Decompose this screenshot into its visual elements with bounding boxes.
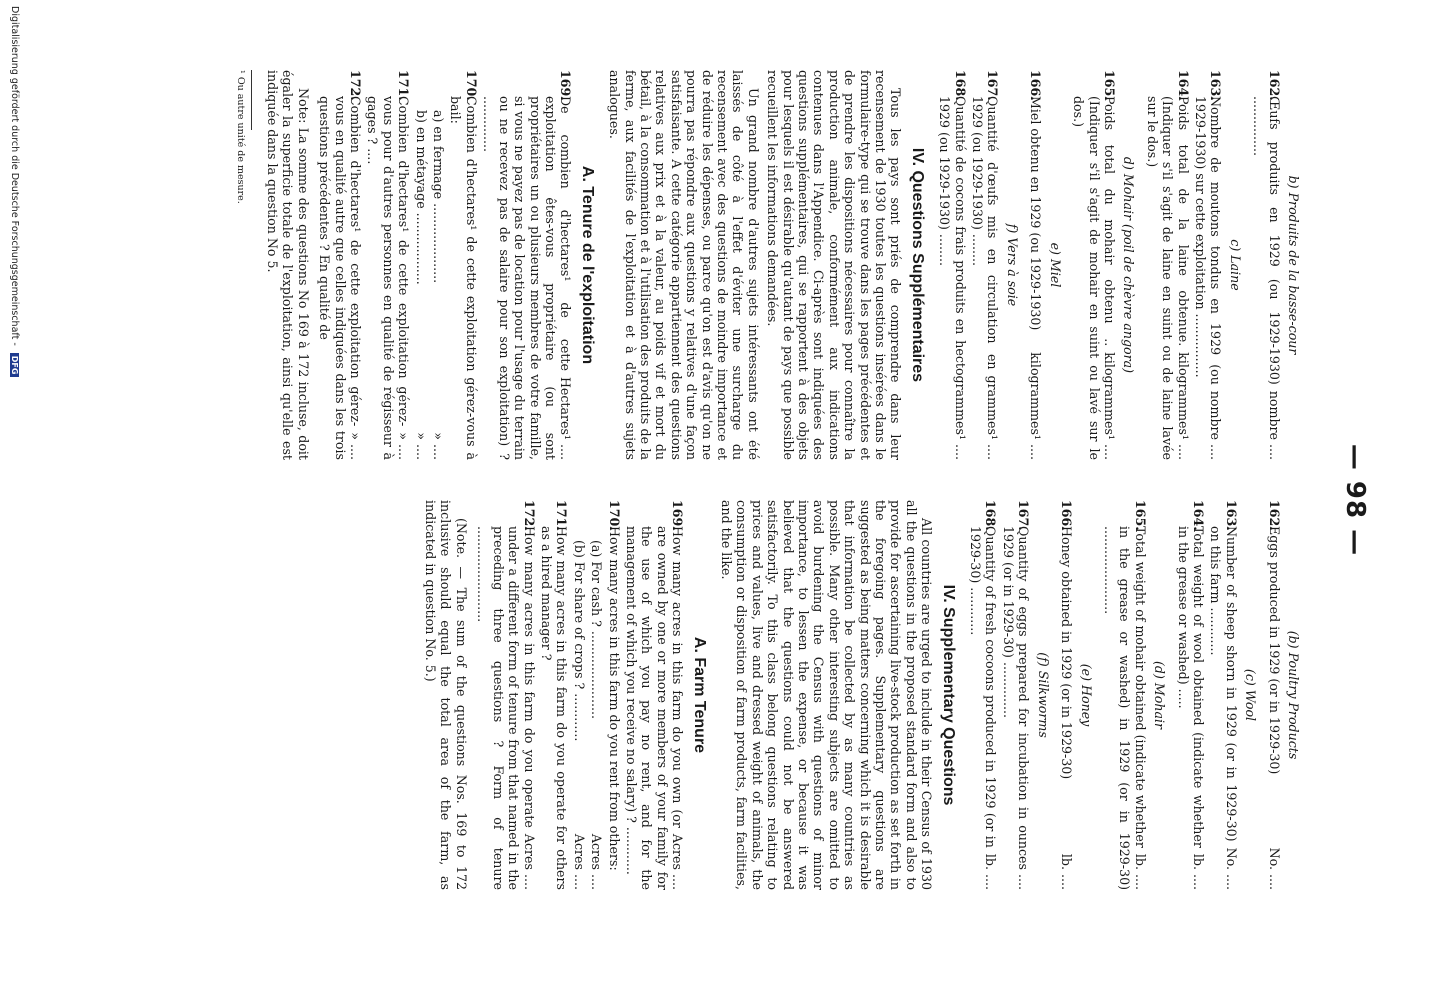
en-q163-number: 163. <box>1223 500 1239 531</box>
en-question-172 <box>475 500 537 890</box>
en-q168-unit: lb. .... <box>983 853 999 890</box>
fr-wool-heading: c) Laine <box>1227 239 1243 291</box>
fr-question-168 <box>937 70 968 460</box>
en-q170-number: 170. <box>606 500 622 531</box>
fr-q163-unit: nombre .... <box>1208 390 1224 460</box>
en-question-166 <box>1059 500 1074 890</box>
english-column <box>410 500 1309 890</box>
fr-question-164 <box>1144 70 1190 460</box>
en-q168-text: Quantity of fresh cocoons produced in 1929 (or in 1929-30) ............ <box>968 526 999 848</box>
fr-question-166 <box>1028 70 1043 460</box>
en-q167-text: Quantity of eggs prepared for incubation in 1929 (or in 1929-30) .............. <box>1000 526 1032 820</box>
fr-q163-number: 163. <box>1208 70 1224 101</box>
fr-q164-number: 164. <box>1175 70 1191 101</box>
fr-q164-unit: kilogrammes¹ .... <box>1175 352 1191 460</box>
en-q171-number: 171. <box>554 500 570 531</box>
fr-q167-number: 167. <box>985 70 1001 101</box>
en-q172-unit: Acres .... <box>521 833 537 890</box>
fr-q172-unit: » .... <box>348 432 364 460</box>
en-question-163 <box>1208 500 1239 890</box>
fr-q169-unit: Hectares¹ .... <box>558 376 574 460</box>
en-question-171 <box>539 500 570 890</box>
fr-tenure-heading: A. Tenure de l'exploitation <box>578 165 596 365</box>
fr-silkworms-heading: f) Vers à soie <box>1004 223 1020 307</box>
fr-q170a-unit: » .... <box>431 432 447 460</box>
en-q162-number: 162. <box>1266 500 1282 531</box>
fr-question-169 <box>481 70 573 460</box>
fr-supplementary-paragraph-1: Tous les pays sont priés de comprendre dans leur recensement de 1930 toutes les questions insérées dans le formulaire-type qui se trouve dans les pages précédentes et de prendre les dispositions nécessaires pour connaître la production animale, conformément aux indications contenues dans l'Appendice. Ci-après sont indiquées des questions supplémentaires, qui se rapportent à des objets pour lesquels il est désirable qu'autant de pays que possible recueillent les informations demandées. <box>765 70 904 460</box>
fr-q172-number: 172. <box>348 70 364 101</box>
fr-question-170b <box>413 70 428 460</box>
en-wool-heading: (c) Wool <box>1243 668 1259 722</box>
fr-q164-text: Poids total de la laine obtenue. (Indiquer s'il s'agit de laine en suint ou de laine lavée sur le dos.) <box>1144 96 1191 460</box>
fr-q171-number: 171. <box>396 70 412 101</box>
fr-q162-text: Œufs produits en 1929 (ou 1929-1930) ............... <box>1251 96 1282 385</box>
fr-q167-text: Quantité d'œufs mis en circulation en 1929 (ou 1929-1930) ........ <box>970 96 1001 370</box>
en-question-164 <box>1175 500 1206 890</box>
fr-q168-text: Quantité de cocons frais produits en 1929 (ou 1929-1930) ........ <box>937 96 968 335</box>
en-question-162 <box>1266 500 1281 890</box>
fr-q169-number: 169. <box>558 70 574 101</box>
fr-q167-unit: grammes¹ .... <box>985 375 1001 460</box>
en-q172-text: How many acres in this farm do you operate under a different form of tenure from that named in the preceding three questions ? Form of tenure ........................ <box>475 526 537 890</box>
en-q162-unit: No. .... <box>1266 847 1282 890</box>
fr-q165-number: 165. <box>1101 70 1117 101</box>
fr-question-170 <box>448 70 479 460</box>
en-q169-text: How many acres in this farm do you own (or are owned by one or more members of your family for the use of which you pay no rent, and for the management of which you receive no salary) ? ............ <box>623 526 686 890</box>
en-q165-unit: lb. .... <box>1132 853 1148 890</box>
en-question-169 <box>624 500 686 890</box>
en-q164-unit: lb. .... <box>1190 853 1206 890</box>
en-q172-number: 172. <box>521 500 537 531</box>
fr-q168-unit: hectogrammes¹ .... <box>952 340 968 460</box>
en-q170b-text: (b) For share of crops ? ............ <box>571 540 587 742</box>
en-poultry-heading: (b) Poultry Products <box>1286 630 1301 760</box>
fr-q165-text: Poids total du mohair obtenu .. (Indiquer s'il s'agit de mohair en suint ou lavé sur le dos.) <box>1071 96 1117 460</box>
fr-q171-unit: » .... <box>396 432 412 460</box>
fr-footnote-text: ¹ Ou autre unité de mesure. <box>235 70 247 204</box>
en-tenure-heading: A. Farm Tenure <box>690 636 708 754</box>
fr-q166-unit: kilogrammes¹ .... <box>1028 352 1044 460</box>
fr-question-171 <box>365 70 411 460</box>
en-q165-text: Total weight of mohair obtained (indicate whether in the grease or washed) in 1929 (or in 1929-30) ...................... <box>1101 526 1148 890</box>
fr-q162-number: 162. <box>1266 70 1282 101</box>
fr-q170a-text: a) en fermage .................... <box>431 110 447 284</box>
en-q165-number: 165. <box>1132 500 1148 531</box>
en-q164-number: 164. <box>1190 500 1206 531</box>
fr-q169-text: De combien d'hectares¹ de cette exploitation êtes-vous propriétaire (ou sont propriétaires un ou plusieurs membres de votre famille, si vous ne payez pas de location pour l'usage du terrain ou ne recevez pas de salaire pour son exploitation) ? .............. <box>481 96 574 460</box>
en-q169-number: 169. <box>670 500 686 531</box>
en-q170a-text: (a) For cash ? ...................... <box>589 540 605 719</box>
fr-question-162 <box>1251 70 1282 460</box>
en-q164-text: Total weight of wool obtained (indicate whether in the grease or washed) ..... <box>1175 526 1206 848</box>
en-question-170 <box>606 500 621 890</box>
en-question-170a <box>589 500 604 890</box>
fr-question-172 <box>317 70 363 460</box>
en-tenure-note: (Note. — The sum of the questions Nos. 169 to 172 inclusive should equal the total area of the farm, as indicated in question No. 5.) <box>423 500 469 890</box>
en-q166-text: Honey obtained in 1929 (or in 1929-30) <box>1059 526 1075 780</box>
en-q171-text: How many acres in this farm do you operate for others as a hired manager ? <box>538 526 570 890</box>
fr-question-167 <box>970 70 1001 460</box>
digitization-credit <box>9 0 20 1000</box>
en-q170-text: How many acres in this farm do you rent from others: <box>606 526 622 871</box>
fr-q166-text: Miel obtenu en 1929 (ou 1929-1930) <box>1028 96 1044 331</box>
en-silkworms-heading: (f) Silkworms <box>1035 652 1051 738</box>
fr-question-163 <box>1193 70 1224 460</box>
en-mohair-heading: (d) Mohair <box>1152 660 1168 730</box>
fr-q171-text: Combien d'hectares¹ de cette exploitation gérez-vous pour d'autres personnes en qualité de régisseur à gages ? .... <box>365 96 412 460</box>
page-number: — 98 — <box>1340 443 1370 557</box>
en-question-167 <box>1001 500 1032 890</box>
french-column <box>233 70 1309 460</box>
en-q168-number: 168. <box>983 500 999 531</box>
fr-q165-unit: kilogrammes¹ .... <box>1101 352 1117 460</box>
fr-q170-number: 170. <box>463 70 479 101</box>
en-q170b-unit: Acres .... <box>571 833 587 890</box>
en-q167-number: 167. <box>1016 500 1032 531</box>
en-q166-unit: lb. .... <box>1059 853 1075 890</box>
credit-text: Digitalisierung gefördert durch die Deutsche Forschungsgemeinschaft - <box>9 6 20 346</box>
fr-q170b-unit: » .... <box>413 432 429 460</box>
en-q162-text: Eggs produced in 1929 (or in 1929-30) <box>1266 526 1282 775</box>
fr-question-170a <box>431 70 446 460</box>
en-question-168 <box>968 500 999 890</box>
fr-supplementary-title: IV. Questions Supplémentaires <box>908 147 926 383</box>
en-question-165 <box>1102 500 1148 890</box>
fr-tenure-note: Note: La somme des questions No 169 à 172 incluse, doit égaler la superficie totale de l'exploitation, ainsi qu'elle est indiquée dans la question No 5. <box>265 70 311 460</box>
fr-supplementary-paragraph-2: Un grand nombre d'autres sujets intéressants ont été laissés de côté à l'effet d'éviter une surcharge du recensement avec des questions de moindre importance et de réduire les dépenses, ou parce qu'on est d'avis qu'on ne pourra pas répondre aux questions y relatives d'une façon satisfaisante. A cette catégorie appartiennent des questions relatives aux prix et à la valeur, au poids vif et mort du bétail, à la consommation et à l'utilisation des produits de la ferme, aux facilités de l'exploitation et à d'autres sujets analogues. <box>607 70 761 460</box>
en-honey-heading: (e) Honey <box>1078 663 1094 727</box>
fr-q172-text: Combien d'hectares¹ de cette exploitation gérez-vous en qualité autre que celles indiquées dans les trois questions précédentes ? En qualité de <box>317 96 364 460</box>
en-q163-unit: No. .... <box>1223 847 1239 890</box>
fr-q163-text: Nombre de moutons tondus en 1929 (ou 1929-1930) sur cette exploitation ................ <box>1192 96 1224 385</box>
en-q169-unit: Acres .... <box>670 833 686 890</box>
en-supplementary-title: IV. Supplementary Questions <box>939 584 957 806</box>
dfg-logo-icon: DFG <box>10 353 19 378</box>
fr-q166-number: 166. <box>1028 70 1044 101</box>
en-question-170b <box>571 500 586 890</box>
en-q166-number: 166. <box>1059 500 1075 531</box>
fr-honey-heading: e) Miel <box>1047 242 1063 288</box>
fr-q170b-text: b) en métayage .................. <box>413 110 429 285</box>
en-q170a-unit: Acres .... <box>589 833 605 890</box>
fr-q170-text: Combien d'hectares¹ de cette exploitation gérez-vous à bail: <box>448 96 479 460</box>
en-supplementary-paragraph-1: All countries are urged to include in their Census of 1930 all the questions in the proposed standard form and also to provide for ascertaining live-stock production as set forth in the foregoing pages. Supplementary questions are suggested as being matters concerning which it is desirable that information be collected by as many countries as possible. Many other interesting subjects are omitted to avoid burdening the Census with questions of minor importance, to lessen the expense, or because it was believed that the questions could not be answered satisfactorily. To this class belong questions relating to prices and values, live and dressed weight of animals, the consumption or disposition of farm products, farm facilities, and the like. <box>719 500 935 890</box>
fr-q168-number: 168. <box>952 70 968 101</box>
fr-mohair-heading: d) Mohair (poil de chèvre angora) <box>1121 156 1137 374</box>
en-q163-text: Number of sheep shorn in 1929 (or in 1929-30) on this farm ............ <box>1208 526 1239 842</box>
fr-q162-unit: nombre .... <box>1266 390 1282 460</box>
fr-poultry-heading: b) Produits de la basse-cour <box>1286 175 1301 355</box>
en-q167-unit: ounces .... <box>1016 825 1032 890</box>
fr-footnote <box>233 70 252 204</box>
fr-question-165 <box>1071 70 1117 460</box>
